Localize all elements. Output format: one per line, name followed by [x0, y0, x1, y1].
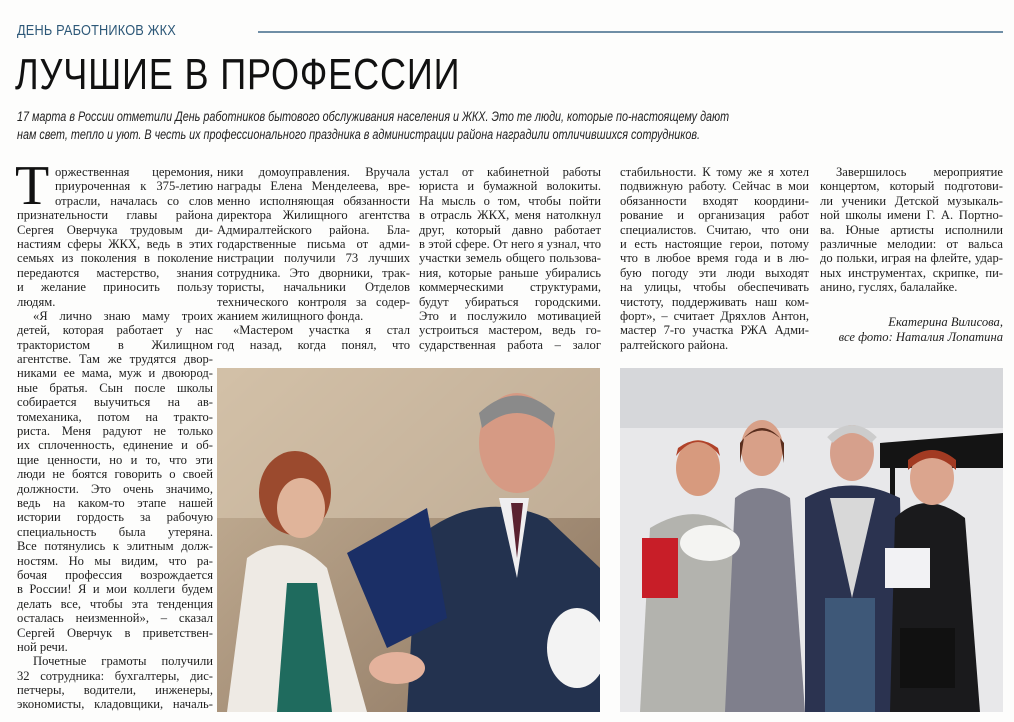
text-line: форт», – считает Дряхлов Антон,: [620, 308, 809, 323]
text-line: и желание приносить пользу: [17, 280, 213, 295]
text-line: различные мелодии: от вальса: [820, 236, 1003, 251]
text-line: ралтейского района.: [620, 337, 729, 352]
text-line: в отрасль ЖКХ, меня натолкнул: [419, 208, 601, 223]
text-line: должности. Это очень значимо,: [17, 481, 213, 496]
lede-line: 17 марта в России отметили День работников бытового обслуживания населения и ЖКХ. Это те люди, которые по-настоящему дают: [17, 109, 730, 124]
text-line: рование и организация работ: [620, 208, 809, 223]
text-line: друг, который давно работает: [419, 222, 601, 237]
text-line: трактористом в Жилищном: [17, 337, 213, 352]
photo-award-handshake: [217, 368, 600, 712]
text-line: передаются мастерство, знания: [17, 265, 213, 280]
article-title: ЛУЧШИЕ В ПРОФЕССИИ: [15, 50, 461, 99]
rubric-divider: [258, 31, 1003, 33]
text-line: признательности главы района: [17, 208, 213, 223]
text-line: специальность была утеряна.: [17, 524, 213, 539]
text-column-5: [820, 165, 1003, 344]
text-line: до польки, играя на флейте, удар-: [820, 251, 1003, 266]
text-line: бочая профессия возрождается: [17, 567, 213, 582]
text-line: ния, которые раньше убирались: [419, 265, 601, 280]
text-line: ники домоуправления. Вручала: [217, 165, 410, 179]
text-line: истории гордость за рабочую: [17, 510, 213, 525]
text-line: менно исполняющая обязанности: [217, 193, 410, 208]
photo-credit: все фото: Наталия Лопатина: [838, 330, 1003, 344]
text-line: семьях из поколения в поколение: [17, 251, 213, 266]
text-line: в России! Я и мои коллеги будем: [17, 582, 213, 597]
text-line: Это и послужило мотивацией: [419, 308, 601, 323]
text-line: мастер 7-го участка РЖА Адми-: [620, 323, 809, 338]
text-line: участки земель общего пользова-: [419, 251, 601, 266]
text-line: коммерческими структурами,: [419, 280, 601, 295]
text-line: сударственная работа – залог: [419, 337, 601, 352]
text-line: осталась неизменной», – сказал: [17, 611, 213, 626]
text-line: что в любое время года и в лю-: [620, 251, 809, 266]
text-line: ностям. Но мы видим, что ра-: [17, 553, 213, 568]
text-line: бую погоду эти люди выходят: [620, 265, 809, 280]
text-line: в этой сфере. От него я узнал, что: [419, 236, 601, 251]
text-line: «Мастером участка я стал: [233, 323, 410, 338]
text-line: оржественная церемония,: [55, 165, 213, 179]
text-column-3: [419, 165, 601, 352]
text-line: сотрудника. Это дворники, трак-: [217, 265, 410, 280]
text-line: людям.: [17, 294, 56, 309]
author-name: Екатерина Вилисова,: [888, 315, 1003, 329]
text-column-4: [620, 165, 809, 352]
text-line: награды Елена Менделеева, вре-: [217, 179, 410, 194]
text-line: Сергея Оверчука трудовым ди-: [17, 222, 213, 237]
text-line: томеханика, потом на тракто-: [17, 409, 213, 424]
text-line: ведь на каком-то этапе нашей: [17, 495, 213, 510]
text-line: их сплоченность, единение и об-: [17, 438, 213, 453]
text-line: щие ценности, но и то, что эти: [17, 452, 213, 467]
text-line: собирается выучиться на ав-: [17, 395, 213, 410]
text-line: настиям сферы ЖКХ, ведь в этих: [17, 236, 213, 251]
text-line: чистоту, поддерживать наш ком-: [620, 294, 809, 309]
text-line: петчеры, водители, инженеры,: [17, 683, 213, 698]
text-line: экономисты, кладовщики, началь-: [17, 697, 213, 712]
text-line: На мысль о том, чтобы пойти: [419, 193, 601, 208]
text-line: люди не боятся говорить о своей: [17, 467, 213, 482]
text-line: Завершилось мероприятие: [836, 165, 1003, 179]
article-lede: [17, 108, 937, 144]
text-line: 32 сотрудника: бухгалтеры, дис-: [17, 668, 213, 683]
text-line: ной школы имени Г. А. Портно-: [820, 208, 1003, 223]
text-line: устал от кабинетной работы: [419, 165, 601, 179]
text-line: делать все, чтобы эта тенденция: [17, 596, 213, 611]
text-line: нистрации получили 73 лучших: [217, 251, 410, 266]
text-line: детей, которая работает у нас: [17, 323, 213, 338]
text-line: технического контроля за содер-: [217, 294, 410, 309]
text-line: Почетные грамоты получили: [33, 654, 213, 669]
text-line: риста. Меня радуют не только: [17, 424, 213, 439]
text-line: Сергей Оверчук в приветствен-: [17, 625, 213, 640]
text-line: отрасли, началась со слов: [55, 193, 213, 208]
text-line: ва. Юные артисты исполнили: [820, 222, 1003, 237]
text-line: на улицы, чтобы обеспечивать: [620, 280, 809, 295]
text-line: будут убираться городскими.: [419, 294, 601, 309]
text-line: Все потянулись к элитным долж-: [17, 539, 213, 554]
text-line: анино, гуслях, балалайке.: [820, 280, 958, 295]
byline: [803, 315, 1003, 345]
text-line: стабильности. К тому же я хотел: [620, 165, 809, 179]
text-line: концертом, который подготови-: [820, 179, 1003, 194]
lede-line: нам свет, тепло и уют. В честь их профессионального праздника в администрации района наградили отличившихся сотрудников.: [17, 127, 701, 142]
text-line: ные братья. Сын после школы: [17, 380, 213, 395]
text-column-1: [15, 155, 213, 712]
text-line: тористы, начальники Отделов: [217, 280, 410, 295]
text-line: ных инструментах, скрипке, пи-: [820, 265, 1003, 280]
text-line: годарственные письма от адми-: [217, 236, 410, 251]
photo-award-recipients: [620, 368, 1003, 712]
text-line: агентстве. Там же трудятся двор-: [17, 352, 213, 367]
section-rubric: ДЕНЬ РАБОТНИКОВ ЖКХ: [17, 22, 176, 39]
text-line: устроиться мастером, ведь го-: [419, 323, 601, 338]
text-line: никами ее мама, муж и двоюрод-: [17, 366, 213, 381]
text-line: ной речи.: [17, 639, 68, 654]
text-line: юриста и бумажной волокиты.: [419, 179, 601, 194]
text-line: и есть настоящие герои, потому: [620, 236, 809, 251]
text-line: специалистов. Считаю, что они: [620, 222, 809, 237]
text-line: приуроченная к 375-летию: [55, 179, 213, 194]
text-line: подвижную работу. Сейчас в мои: [620, 179, 809, 194]
text-line: «Я лично знаю маму троих: [33, 308, 213, 323]
text-column-2: [217, 165, 410, 352]
drop-cap: Т: [15, 155, 50, 217]
text-line: жанием жилищного фонда.: [217, 308, 364, 323]
text-line: обязанности входят координи-: [620, 193, 809, 208]
text-line: год назад, когда понял, что: [217, 337, 410, 352]
text-line: ли ученики Детской музыкаль-: [820, 193, 1003, 208]
text-line: Адмиралтейского района. Бла-: [217, 222, 410, 237]
text-line: директора Жилищного агентства: [217, 208, 410, 223]
